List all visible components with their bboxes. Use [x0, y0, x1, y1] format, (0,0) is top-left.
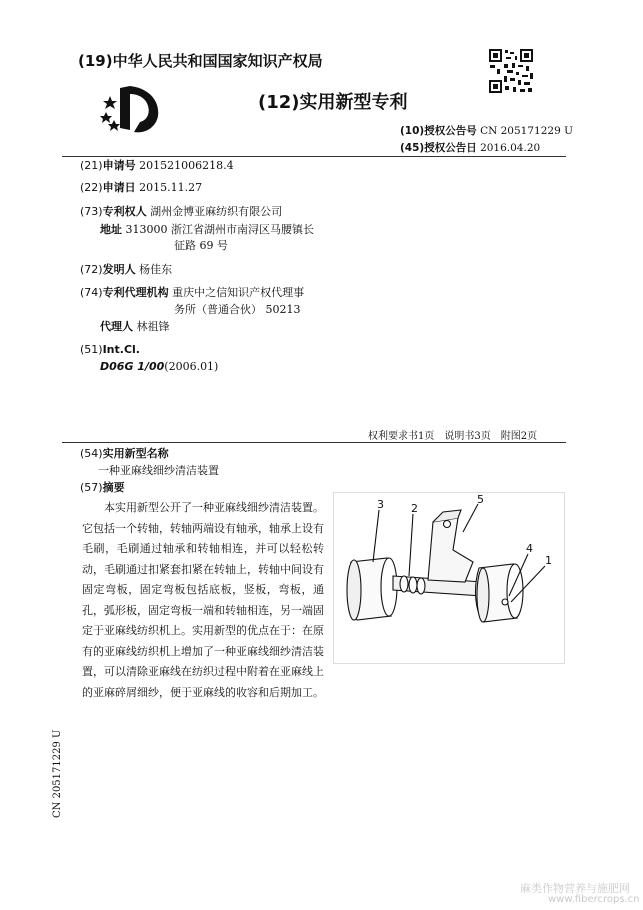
publication-date-label: (45)授权公告日	[400, 142, 477, 154]
side-publication-number: CN 205171229 U	[52, 729, 63, 818]
agency-label: 专利代理机构	[102, 286, 169, 299]
watermark-line-1: 麻类作物营养与施肥网	[520, 882, 630, 895]
publication-number-label: (10)授权公告号	[400, 125, 477, 137]
figure-label-2: 2	[411, 502, 418, 515]
agent-label: 代理人	[100, 320, 133, 333]
int-cl-class: D06G 1/00	[100, 360, 165, 373]
patentee-label: 专利权人	[102, 205, 147, 218]
figure-label-4: 4	[526, 542, 533, 555]
application-date-label: 申请日	[102, 181, 136, 194]
address-line-2: 征路 69 号	[174, 239, 228, 252]
agent-row	[100, 319, 170, 334]
section-rule	[62, 442, 566, 443]
int-cl-label: Int.Cl.	[102, 343, 140, 356]
agency-line-1: 重庆中之信知识产权代理事	[172, 286, 305, 299]
header-rule	[62, 156, 566, 157]
publication-date-row	[400, 140, 540, 155]
int-cl-row: (51)Int.Cl.	[80, 343, 140, 356]
figure-label-1: 1	[545, 554, 552, 567]
agency-row: (74)专利代理机构 重庆中之信知识产权代理事	[80, 286, 305, 299]
int-cl-year: (2006.01)	[164, 360, 219, 373]
publication-number-row	[400, 123, 573, 138]
address-line-1: 313000 浙江省湖州市南浔区马腰镇长	[125, 223, 314, 236]
office-name: (19)中华人民共和国国家知识产权局	[78, 52, 323, 70]
publication-number: CN 205171229 U	[480, 125, 573, 137]
inventor-row: (72)发明人 杨佳东	[80, 263, 173, 276]
abstract-text: 本实用新型公开了一种亚麻线细纱清洁装置。它包括一个转轴，转轴两端设有轴承，轴承上设有毛刷，毛刷通过轴承和转轴相连，并可以轻松转动，毛刷通过扣紧套扣紧在转轴上，转轴中间设有固定弯板，固定弯板包括底板，竖板，弯板，通孔，弧形板，固定弯板一端和转轴相连，另一端固定于亚麻线纺织机上。实用新型的优点在于：在原有的亚麻线纺织机上增加了一种亚麻线细纱清洁装置，可以清除亚麻线在纺织过程中附着在亚麻线上的亚麻碎屑细纱，便于亚麻线的收容和后期加工。	[82, 501, 324, 699]
abstract-label: 摘要	[102, 481, 125, 494]
application-date: 2015.11.27	[139, 181, 203, 194]
figure-label-5: 5	[477, 493, 484, 506]
publication-date: 2016.04.20	[480, 142, 541, 154]
agent: 林祖锋	[136, 320, 170, 333]
document-type: (12)实用新型专利	[258, 92, 408, 113]
agency-line-2: 务所（普通合伙） 50213	[174, 303, 301, 316]
application-number-label: 申请号	[102, 159, 136, 172]
application-number-row: (21)申请号 201521006218.4	[80, 159, 234, 172]
device-figure	[333, 492, 565, 664]
title-label: 实用新型名称	[102, 447, 169, 460]
int-cl-class-row	[100, 359, 218, 374]
watermark-line-2: www.fibercrops.cn	[548, 894, 640, 905]
abstract-heading-row: (57)摘要	[80, 481, 125, 494]
page-counts: 权利要求书1页 说明书3页 附图2页	[368, 431, 538, 442]
utility-model-title-row: (54)实用新型名称	[80, 447, 169, 460]
cnipa-logo	[100, 82, 165, 137]
qr-code	[488, 48, 534, 94]
utility-model-title: 一种亚麻线细纱清洁装置	[98, 464, 219, 477]
address-label: 地址	[100, 223, 122, 236]
patentee: 湖州金博亚麻纺织有限公司	[150, 205, 283, 218]
address-row	[100, 222, 314, 237]
inventor-label: 发明人	[102, 263, 136, 276]
application-number: 201521006218.4	[139, 159, 234, 172]
patentee-row: (73)专利权人 湖州金博亚麻纺织有限公司	[80, 205, 283, 218]
figure-label-3: 3	[377, 498, 384, 511]
inventor: 杨佳东	[139, 263, 173, 276]
application-date-row: (22)申请日 2015.11.27	[80, 181, 203, 194]
